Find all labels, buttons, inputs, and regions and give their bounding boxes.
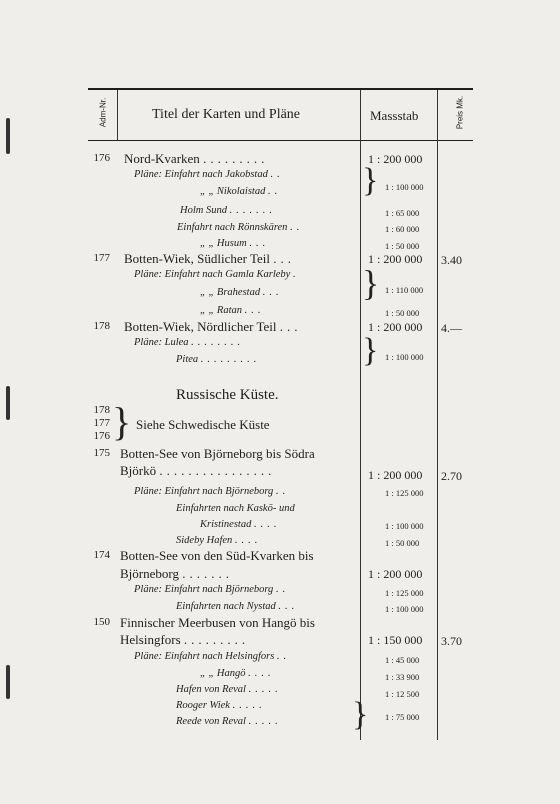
col-divider	[437, 90, 438, 740]
scale-value: 1 : 75 000	[385, 712, 420, 722]
margin-mark	[6, 386, 10, 420]
plan-title: Pläne: Lulea ........	[134, 337, 245, 348]
plan-title: Pläne: Einfahrt nach Jakobstad ..	[134, 169, 284, 180]
scale-value: 1 : 33 900	[385, 672, 420, 682]
brace: }	[362, 332, 379, 369]
scale-value: 1 : 50 000	[385, 241, 420, 251]
chart-title: Botten-See von Björneborg bis Södra	[120, 446, 315, 461]
scale-value: 1 : 125 000	[385, 488, 424, 498]
plan-title: Hafen von Reval .....	[176, 684, 282, 695]
plan-title: Pläne: Einfahrt nach Björneborg ..	[134, 584, 290, 595]
scale-value: 1 : 110 000	[385, 285, 424, 295]
col-divider	[360, 90, 361, 740]
scale-value: 1 : 50 000	[385, 538, 420, 548]
col-divider	[117, 90, 118, 140]
plan-title: Einfahrten nach Kaskö- und	[176, 503, 295, 514]
scale-value: 1 : 200 000	[368, 152, 423, 166]
row-number: 174	[93, 549, 110, 561]
plan-title: „ „ Ratan ...	[200, 305, 265, 316]
plan-title: „ „ Brahestad ...	[200, 287, 283, 298]
header-price: Preis Mk.	[455, 95, 465, 130]
chart-title: Björkö ................	[120, 463, 276, 478]
price-value: 3.40	[441, 253, 462, 267]
scale-value: 1 : 60 000	[385, 224, 420, 234]
row-number: 177	[93, 417, 110, 429]
plan-title: Einfahrten nach Nystad ...	[176, 601, 299, 612]
chart-title: Helsingfors .........	[120, 632, 250, 647]
brace: }	[352, 696, 369, 733]
scale-value: 1 : 12 500	[385, 689, 420, 699]
row-number: 176	[93, 152, 110, 164]
row-number: 178	[93, 404, 110, 416]
plan-title: Reede von Reval .....	[176, 716, 282, 727]
price-value: 2.70	[441, 469, 462, 483]
margin-mark	[6, 665, 10, 699]
row-number: 178	[93, 320, 110, 332]
chart-title: Björneborg .......	[120, 566, 233, 581]
scale-value: 1 : 200 000	[368, 320, 423, 334]
plan-title: Pitea .........	[176, 354, 261, 365]
price-value: 4.—	[441, 321, 462, 335]
plan-title: Einfahrt nach Rönnskären ..	[177, 222, 304, 233]
plan-title: „ „ Hangö ....	[200, 668, 275, 679]
scale-value: 1 : 150 000	[368, 633, 423, 647]
scale-value: 1 : 200 000	[368, 468, 423, 482]
plan-title: Rooger Wiek .....	[176, 700, 266, 711]
chart-title: Botten-See von den Süd-Kvarken bis	[120, 548, 314, 563]
chart-title: Finnischer Meerbusen von Hangö bis	[120, 615, 315, 630]
plan-title: Sideby Hafen ....	[176, 535, 262, 546]
header-top-rule	[88, 88, 473, 90]
row-number: 175	[93, 447, 110, 459]
header-bottom-rule	[88, 140, 473, 141]
header-title: Titel der Karten und Pläne	[152, 107, 301, 122]
chart-title: Botten-Wiek, Südlicher Teil ...	[124, 251, 295, 266]
header-scale: Massstab	[370, 108, 419, 123]
scale-value: 1 : 45 000	[385, 655, 420, 665]
price-value: 3.70	[441, 634, 462, 648]
plan-title: Kristinestad ....	[200, 519, 281, 530]
row-number: 177	[93, 252, 110, 264]
section-heading: Russische Küste.	[176, 387, 279, 403]
row-number: 176	[93, 430, 110, 442]
plan-title: Pläne: Einfahrt nach Gamla Karleby .	[134, 269, 300, 280]
brace: }	[112, 399, 132, 444]
header-nr: Adm-Nr.	[98, 97, 108, 128]
plan-title: Holm Sund .......	[180, 205, 276, 216]
chart-title: Botten-Wiek, Nördlicher Teil ...	[124, 319, 302, 334]
brace: }	[362, 162, 379, 199]
plan-title: „ „ Husum ...	[200, 238, 270, 249]
plan-title: „ „ Nikolaistad ..	[200, 186, 282, 197]
scale-value: 1 : 200 000	[368, 567, 423, 581]
chart-title: Nord-Kvarken .........	[124, 151, 269, 166]
brace: }	[362, 263, 380, 303]
scale-value: 1 : 125 000	[385, 588, 424, 598]
scale-value: 1 : 100 000	[385, 352, 424, 362]
margin-mark	[6, 118, 10, 154]
plan-title: Pläne: Einfahrt nach Björneborg ..	[134, 486, 290, 497]
chart-title: Siehe Schwedische Küste	[136, 417, 270, 432]
row-number: 150	[93, 616, 110, 628]
scale-value: 1 : 65 000	[385, 208, 420, 218]
scale-value: 1 : 50 000	[385, 308, 420, 318]
scale-value: 1 : 200 000	[368, 252, 423, 266]
scale-value: 1 : 100 000	[385, 182, 424, 192]
scale-value: 1 : 100 000	[385, 604, 424, 614]
plan-title: Pläne: Einfahrt nach Helsingfors ..	[134, 651, 291, 662]
scale-value: 1 : 100 000	[385, 521, 424, 531]
